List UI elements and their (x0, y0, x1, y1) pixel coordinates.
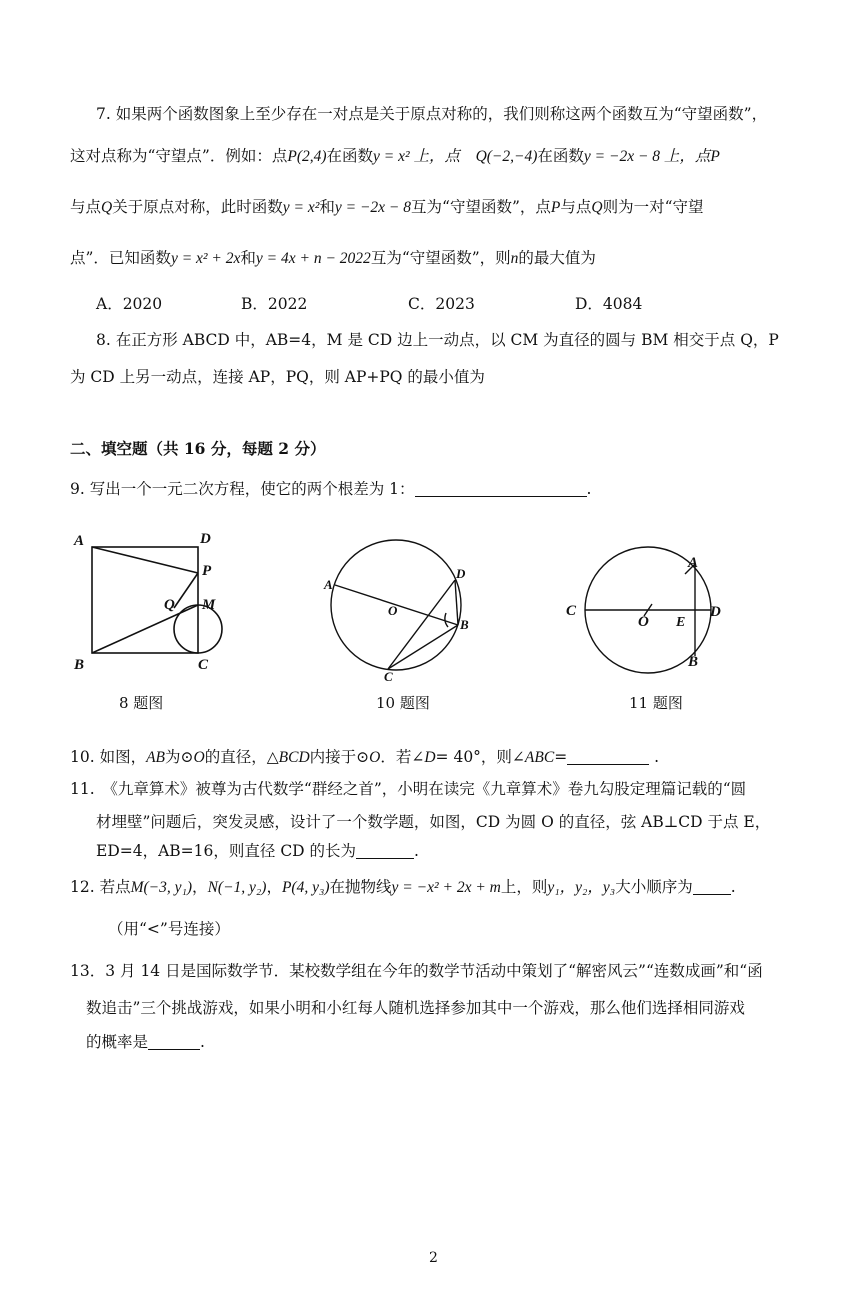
q13-answer-blank[interactable] (148, 1033, 200, 1050)
q10-math: ABC (524, 749, 555, 766)
q10-text: ．若∠ (380, 748, 425, 766)
q11-line3 (96, 840, 419, 862)
q10-text: 内接于⊙ (309, 748, 370, 766)
q10-text: 为⊙ (165, 748, 194, 766)
q7-math: y = −2x − 8 (334, 199, 412, 216)
q7-text: 这对点称为“守望点”．例如：点 (70, 147, 288, 165)
label-a: A (74, 533, 85, 549)
q7-text: 互为“守望函数”，则 (370, 249, 511, 267)
label-o: O (388, 603, 398, 618)
q7-text: 点”．已知函数 (70, 249, 171, 267)
q7-math: P (710, 148, 720, 165)
q13-period: . (200, 1033, 205, 1051)
q7-option-a: A．2020 (96, 295, 163, 313)
q10-math: D (424, 749, 436, 766)
q10-text: 的直径，△ (204, 748, 279, 766)
label-a: A (688, 555, 699, 571)
q9-line (70, 478, 591, 500)
q7-text: 关于原点对称，此时函数 (112, 198, 283, 216)
label-d: D (710, 604, 721, 620)
q7-text: 则为一对“守望 (602, 198, 704, 216)
q10-math: O (193, 749, 205, 766)
q12-text: ， (266, 878, 282, 896)
q13-text: 的概率是 (86, 1033, 149, 1051)
q7-math: y = x² (282, 199, 320, 216)
q11-line2: 材埋壁”问题后，突发灵感，设计了一个数学题，如图，CD 为圆 O 的直径，弦 AB⊥CD 于点 E， (96, 813, 771, 831)
q10-math: O (369, 749, 381, 766)
q10-math: AB (146, 749, 166, 766)
q7-text: 和 (240, 249, 256, 267)
q7-text: 互为“守望函数”，点 (411, 198, 551, 216)
label-c: C (198, 657, 209, 673)
q7-math: y = 4x + n − 2022 (255, 250, 371, 267)
q7-math: n (510, 250, 519, 267)
label-m: M (202, 597, 216, 613)
q10-text: = (554, 748, 568, 766)
q13-line2: 数追击”三个挑战游戏，如果小明和小红每人随机选择参加其中一个游戏，那么他们选择相同游戏 (86, 999, 745, 1017)
q7-text: 在函数 (537, 147, 584, 165)
label-c: C (566, 603, 577, 619)
q12-math: y₁，y₂，y₃ (547, 879, 616, 896)
q7-line1: 7. 如果两个函数图象上至少存在一对点是关于原点对称的，我们则称这两个函数互为“守望函数”， (96, 105, 768, 123)
q12-text: 大小顺序为 (615, 878, 693, 896)
q12-math: y = −x² + 2x + m (391, 879, 501, 896)
label-b: B (74, 657, 85, 673)
chord-cd (388, 580, 455, 669)
q12-text: 上，则 (500, 878, 548, 896)
q8-line2: 为 CD 上另一动点，连接 AP，PQ，则 AP+PQ 的最小值为 (70, 368, 485, 386)
q7-math: y = x² + 2x (170, 250, 241, 267)
label-o: O (638, 614, 649, 630)
q12-text: 12. 若点 (70, 878, 131, 896)
segment-bm (92, 605, 198, 653)
q7-text: 与点 (560, 198, 592, 216)
page-number: 2 (429, 1250, 438, 1266)
q12-line2: （用“<”号连接） (108, 920, 230, 938)
figure-10-caption: 10 题图 (376, 694, 430, 712)
q7-math: Q (101, 199, 113, 216)
q10-line (70, 746, 659, 769)
label-a: A (324, 577, 333, 592)
label-d: D (456, 566, 466, 581)
q7-math: P (550, 199, 561, 216)
segment-pq (174, 573, 198, 608)
q7-math: y = x² 上，点 (373, 148, 461, 165)
q12-math: M(−3, y₁) (130, 879, 193, 896)
q7-math: y = −2x − 8 上，点 (583, 148, 711, 165)
q7-math: Q (591, 199, 603, 216)
label-b: B (688, 654, 699, 670)
q8-line1: 8. 在正方形 ABCD 中，AB=4，M 是 CD 边上一动点，以 CM 为直径的圆与 BM 相交于点 Q，P (96, 331, 779, 349)
q7-option-c: C．2023 (408, 295, 475, 313)
q13-line3 (86, 1031, 205, 1053)
label-e: E (676, 615, 686, 630)
figure-11 (560, 538, 740, 678)
figure-8 (70, 525, 240, 675)
q7-text: 的最大值为 (518, 249, 596, 267)
q11-text: ED=4，AB=16，则直径 CD 的长为 (96, 842, 357, 860)
q12-line1 (70, 876, 736, 899)
q7-line3 (70, 196, 704, 219)
q9-period: . (586, 480, 592, 498)
q7-option-b: B．2022 (241, 295, 308, 313)
q10-math: BCD (278, 749, 310, 766)
q7-option-d: D．4084 (575, 295, 643, 313)
angle-mark (445, 613, 448, 627)
chord-db (455, 580, 458, 625)
q12-period: . (730, 878, 736, 896)
q13-line1: 13．3 月 14 日是国际数学节．某校数学组在今年的数学节活动中策划了“解密风云”“连数成画”和“函 (70, 962, 763, 980)
section-heading: 二、填空题（共 16 分，每题 2 分） (70, 439, 326, 458)
q10-text: = 40°，则∠ (435, 748, 525, 766)
q12-text: 在抛物线 (329, 878, 392, 896)
q9-answer-blank[interactable] (415, 480, 587, 497)
q10-text: 10. 如图， (70, 748, 147, 766)
label-b: B (460, 617, 469, 632)
figure-8-caption: 8 题图 (119, 694, 164, 712)
q10-period: . (654, 748, 660, 766)
segment-ap (92, 547, 198, 573)
label-q: Q (164, 597, 175, 613)
q10-answer-blank[interactable] (567, 748, 649, 765)
q7-math: P(2,4) (287, 148, 327, 165)
q11-answer-blank[interactable] (356, 842, 414, 859)
label-c: C (384, 669, 393, 684)
label-d: D (200, 531, 211, 547)
q7-text: 在函数 (326, 147, 374, 165)
q7-line4 (70, 247, 596, 270)
q12-text: ， (192, 878, 208, 896)
q12-math: P(4, y₃) (281, 879, 330, 896)
label-p: P (202, 563, 212, 579)
q12-answer-blank[interactable] (693, 878, 731, 895)
q11-period: . (414, 842, 419, 860)
q7-text: 与点 (70, 198, 102, 216)
q7-line2 (70, 145, 720, 168)
figure-11-caption: 11 题图 (629, 694, 683, 712)
q12-math: N(−1, y₂) (207, 879, 267, 896)
square-abcd (92, 547, 198, 653)
q7-math: Q(−2,−4) (475, 148, 538, 165)
q9-text: 9. 写出一个一元二次方程，使它的两个根差为 1： (70, 480, 415, 498)
figure-10 (318, 535, 478, 685)
q11-line1: 11. 《九章算术》被尊为古代数学“群经之首”，小明在读完《九章算术》卷九勾股定理篇记载的“圆 (70, 780, 747, 798)
q7-text: 和 (319, 198, 335, 216)
chord-cb (388, 625, 458, 669)
